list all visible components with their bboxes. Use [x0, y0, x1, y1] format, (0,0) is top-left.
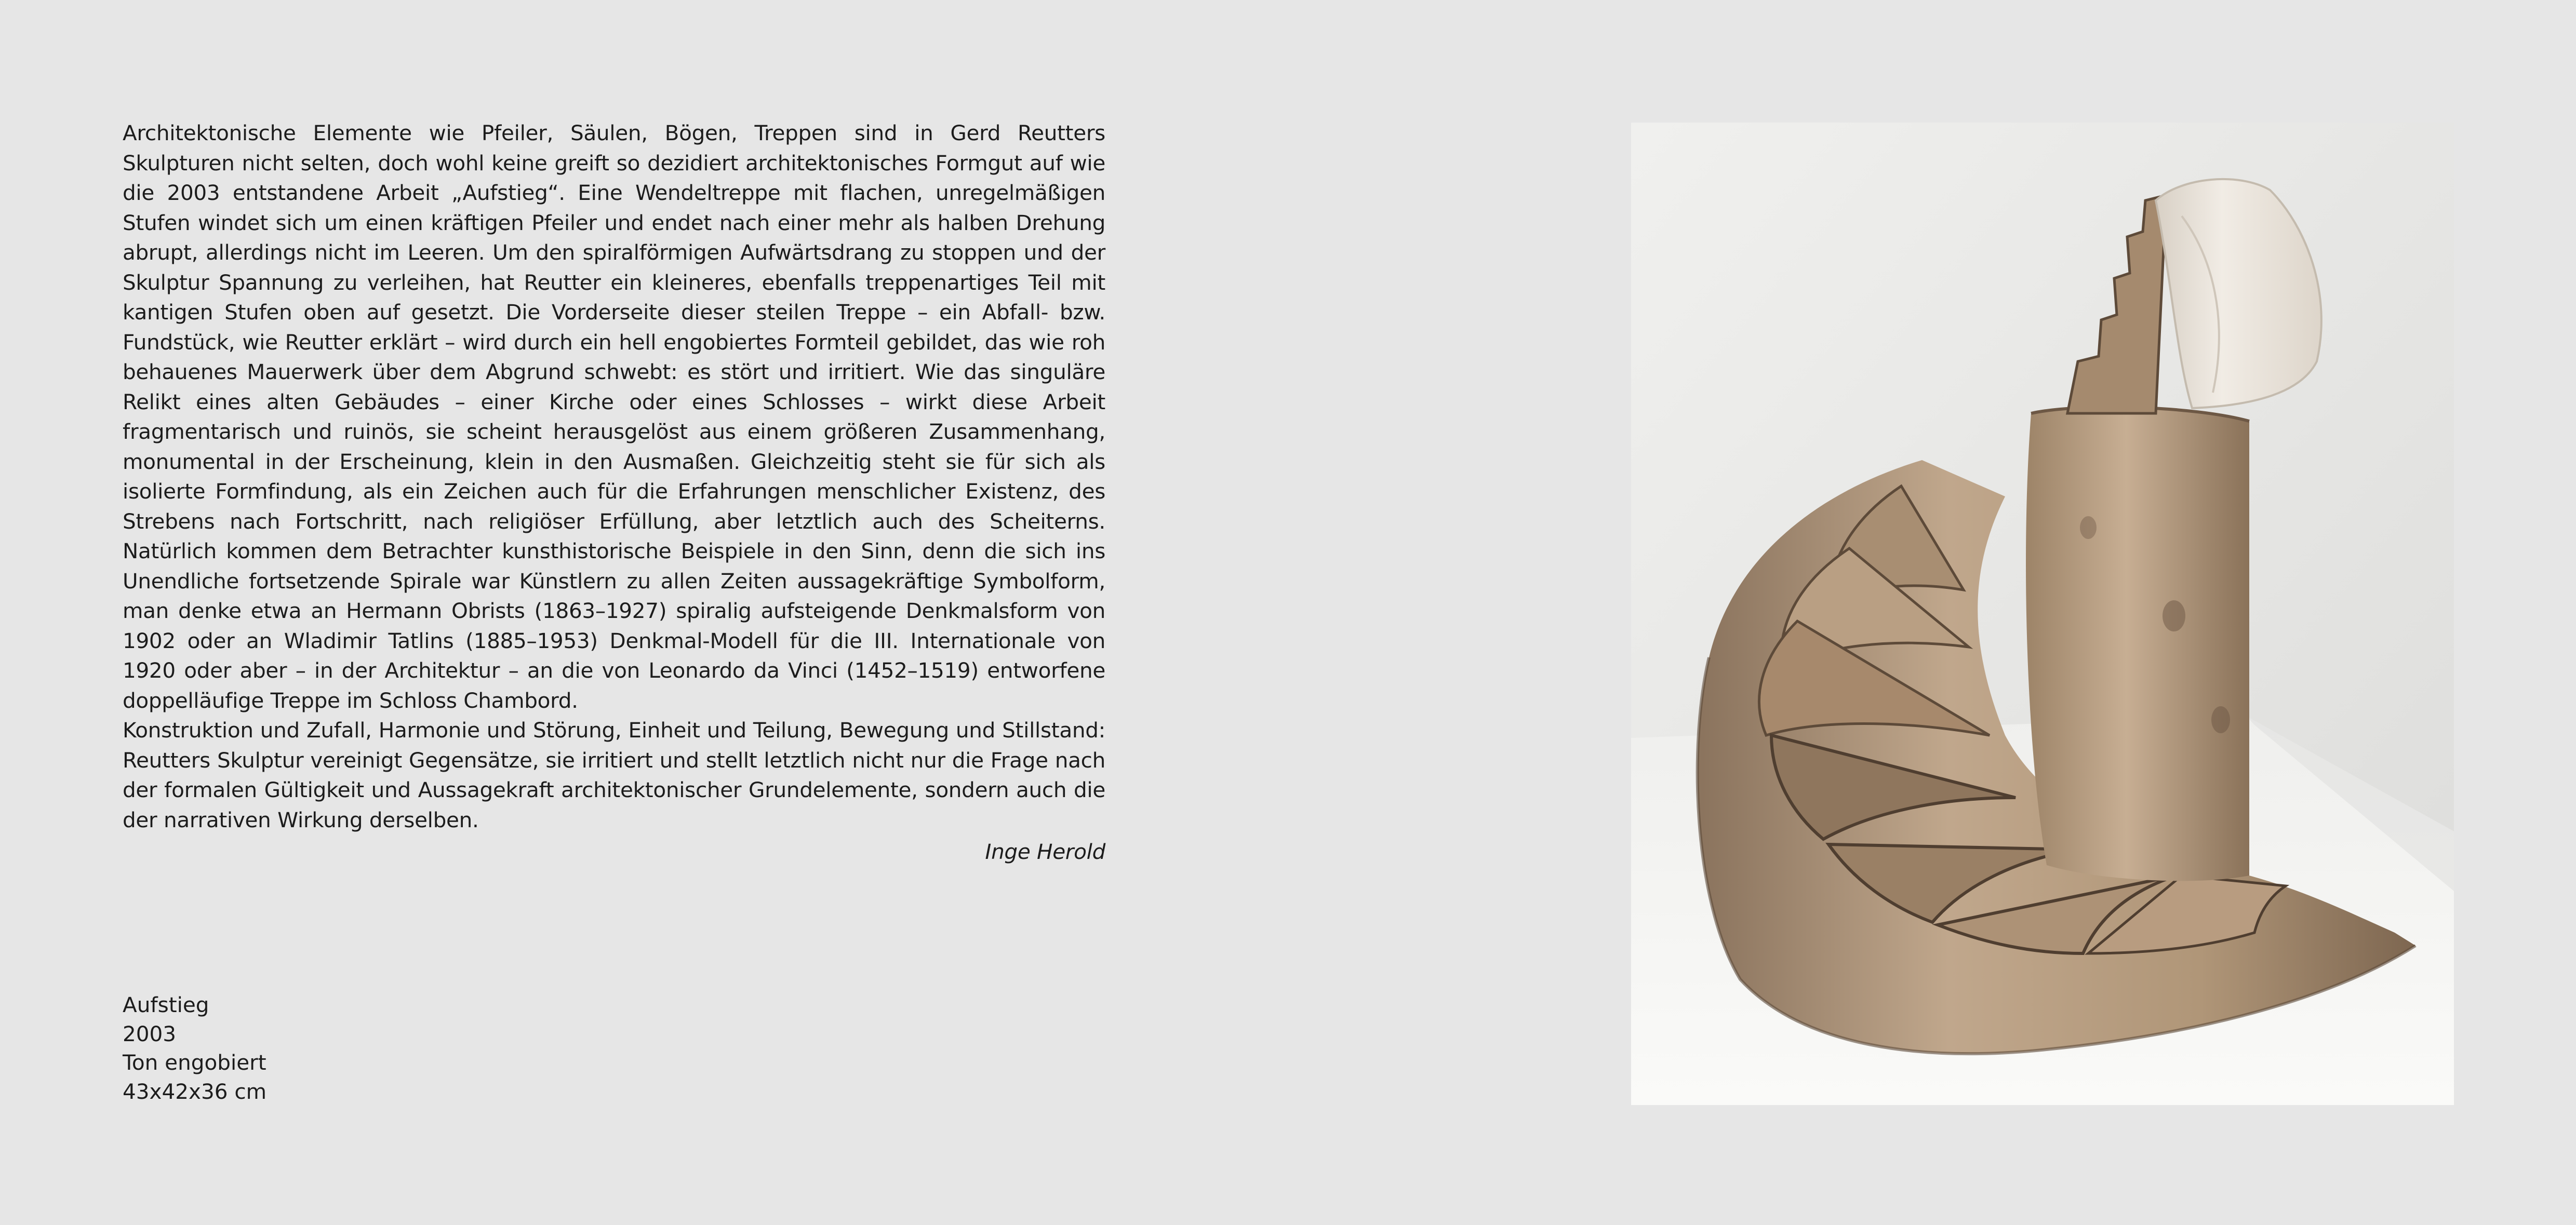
sculpture-photo: [1631, 123, 2454, 1105]
artwork-year: 2003: [123, 1021, 177, 1046]
central-pillar: [2026, 407, 2249, 881]
artwork-title: Aufstieg: [123, 992, 209, 1017]
artwork-dimensions: 43x42x36 cm: [123, 1079, 267, 1104]
sculpture-illustration: [1631, 123, 2454, 1105]
essay-text: [123, 118, 1105, 867]
essay-paragraph-1: Architektonische Elemente wie Pfeiler, Säulen, Bögen, Treppen sind in Gerd Reutters Skulpturen nicht selten, doch wohl keine greift so dezidiert architektonisches Formgut auf wie die 2003 entstandene Arbeit „Aufstieg“. Eine Wendeltreppe mit flachen, unregelmäßigen Stufen windet sich um einen kräftigen Pfeiler und endet nach einer mehr als halben Drehung abrupt, allerdings nicht im Leeren. Um den spiralförmigen Aufwärtsdrang zu stoppen und der Skulptur Spannung zu verleihen, hat Reutter ein kleineres, ebenfalls treppenartiges Teil mit kantigen Stufen oben auf gesetzt. Die Vorderseite dieser steilen Treppe – ein Abfall- bzw. Fundstück, wie Reutter erklärt – wird durch ein hell engobiertes Formteil gebildet, das wie roh behauenes Mauerwerk über dem Abgrund schwebt: es stört und irritiert. Wie das singuläre Relikt eines alten Gebäudes – einer Kirche oder eines Schlosses – wirkt diese Arbeit fragmentarisch und ruinös, sie scheint herausgelöst aus einem größeren Zusammenhang, monumental in der Erscheinung, klein in den Ausmaßen. Gleichzeitig steht sie für sich als isolierte Formfindung, als ein Zeichen auch für die Erfahrungen menschlicher Existenz, des Strebens nach Fortschritt, nach religiöser Erfüllung, aber letztlich auch des Scheiterns. Natürlich kommen dem Betrachter kunsthistorische Beispiele in den Sinn, denn die sich ins Unendliche fortsetzende Spirale war Künstlern zu allen Zeiten aussagekräftige Symbolform, man denke etwa an Hermann Obrists (1863–1927) spiralig aufsteigende Denkmalsform von 1902 oder an Wladimir Tatlins (1885–1953) Denkmal-Modell für die III. Internationale von 1920 oder aber – in der Architektur – an die von Leonardo da Vinci (1452–1519) entworfene doppelläufige Treppe im Schloss Chambord.: [123, 120, 1105, 713]
essay-paragraph-2: Konstruktion und Zufall, Harmonie und Störung, Einheit und Teilung, Bewegung und Stillstand: Reutters Skulptur vereinigt Gegensätze, sie irritiert und stellt letztlich nicht nur die Frage nach der formalen Gültigkeit und Aussagekraft architektonischer Grundelemente, sondern auch die der narrativen Wirkung derselben.: [123, 718, 1105, 832]
artwork-material: Ton engobiert: [123, 1050, 266, 1075]
artwork-caption: [123, 991, 266, 1106]
essay-author: Inge Herold: [985, 839, 1105, 864]
